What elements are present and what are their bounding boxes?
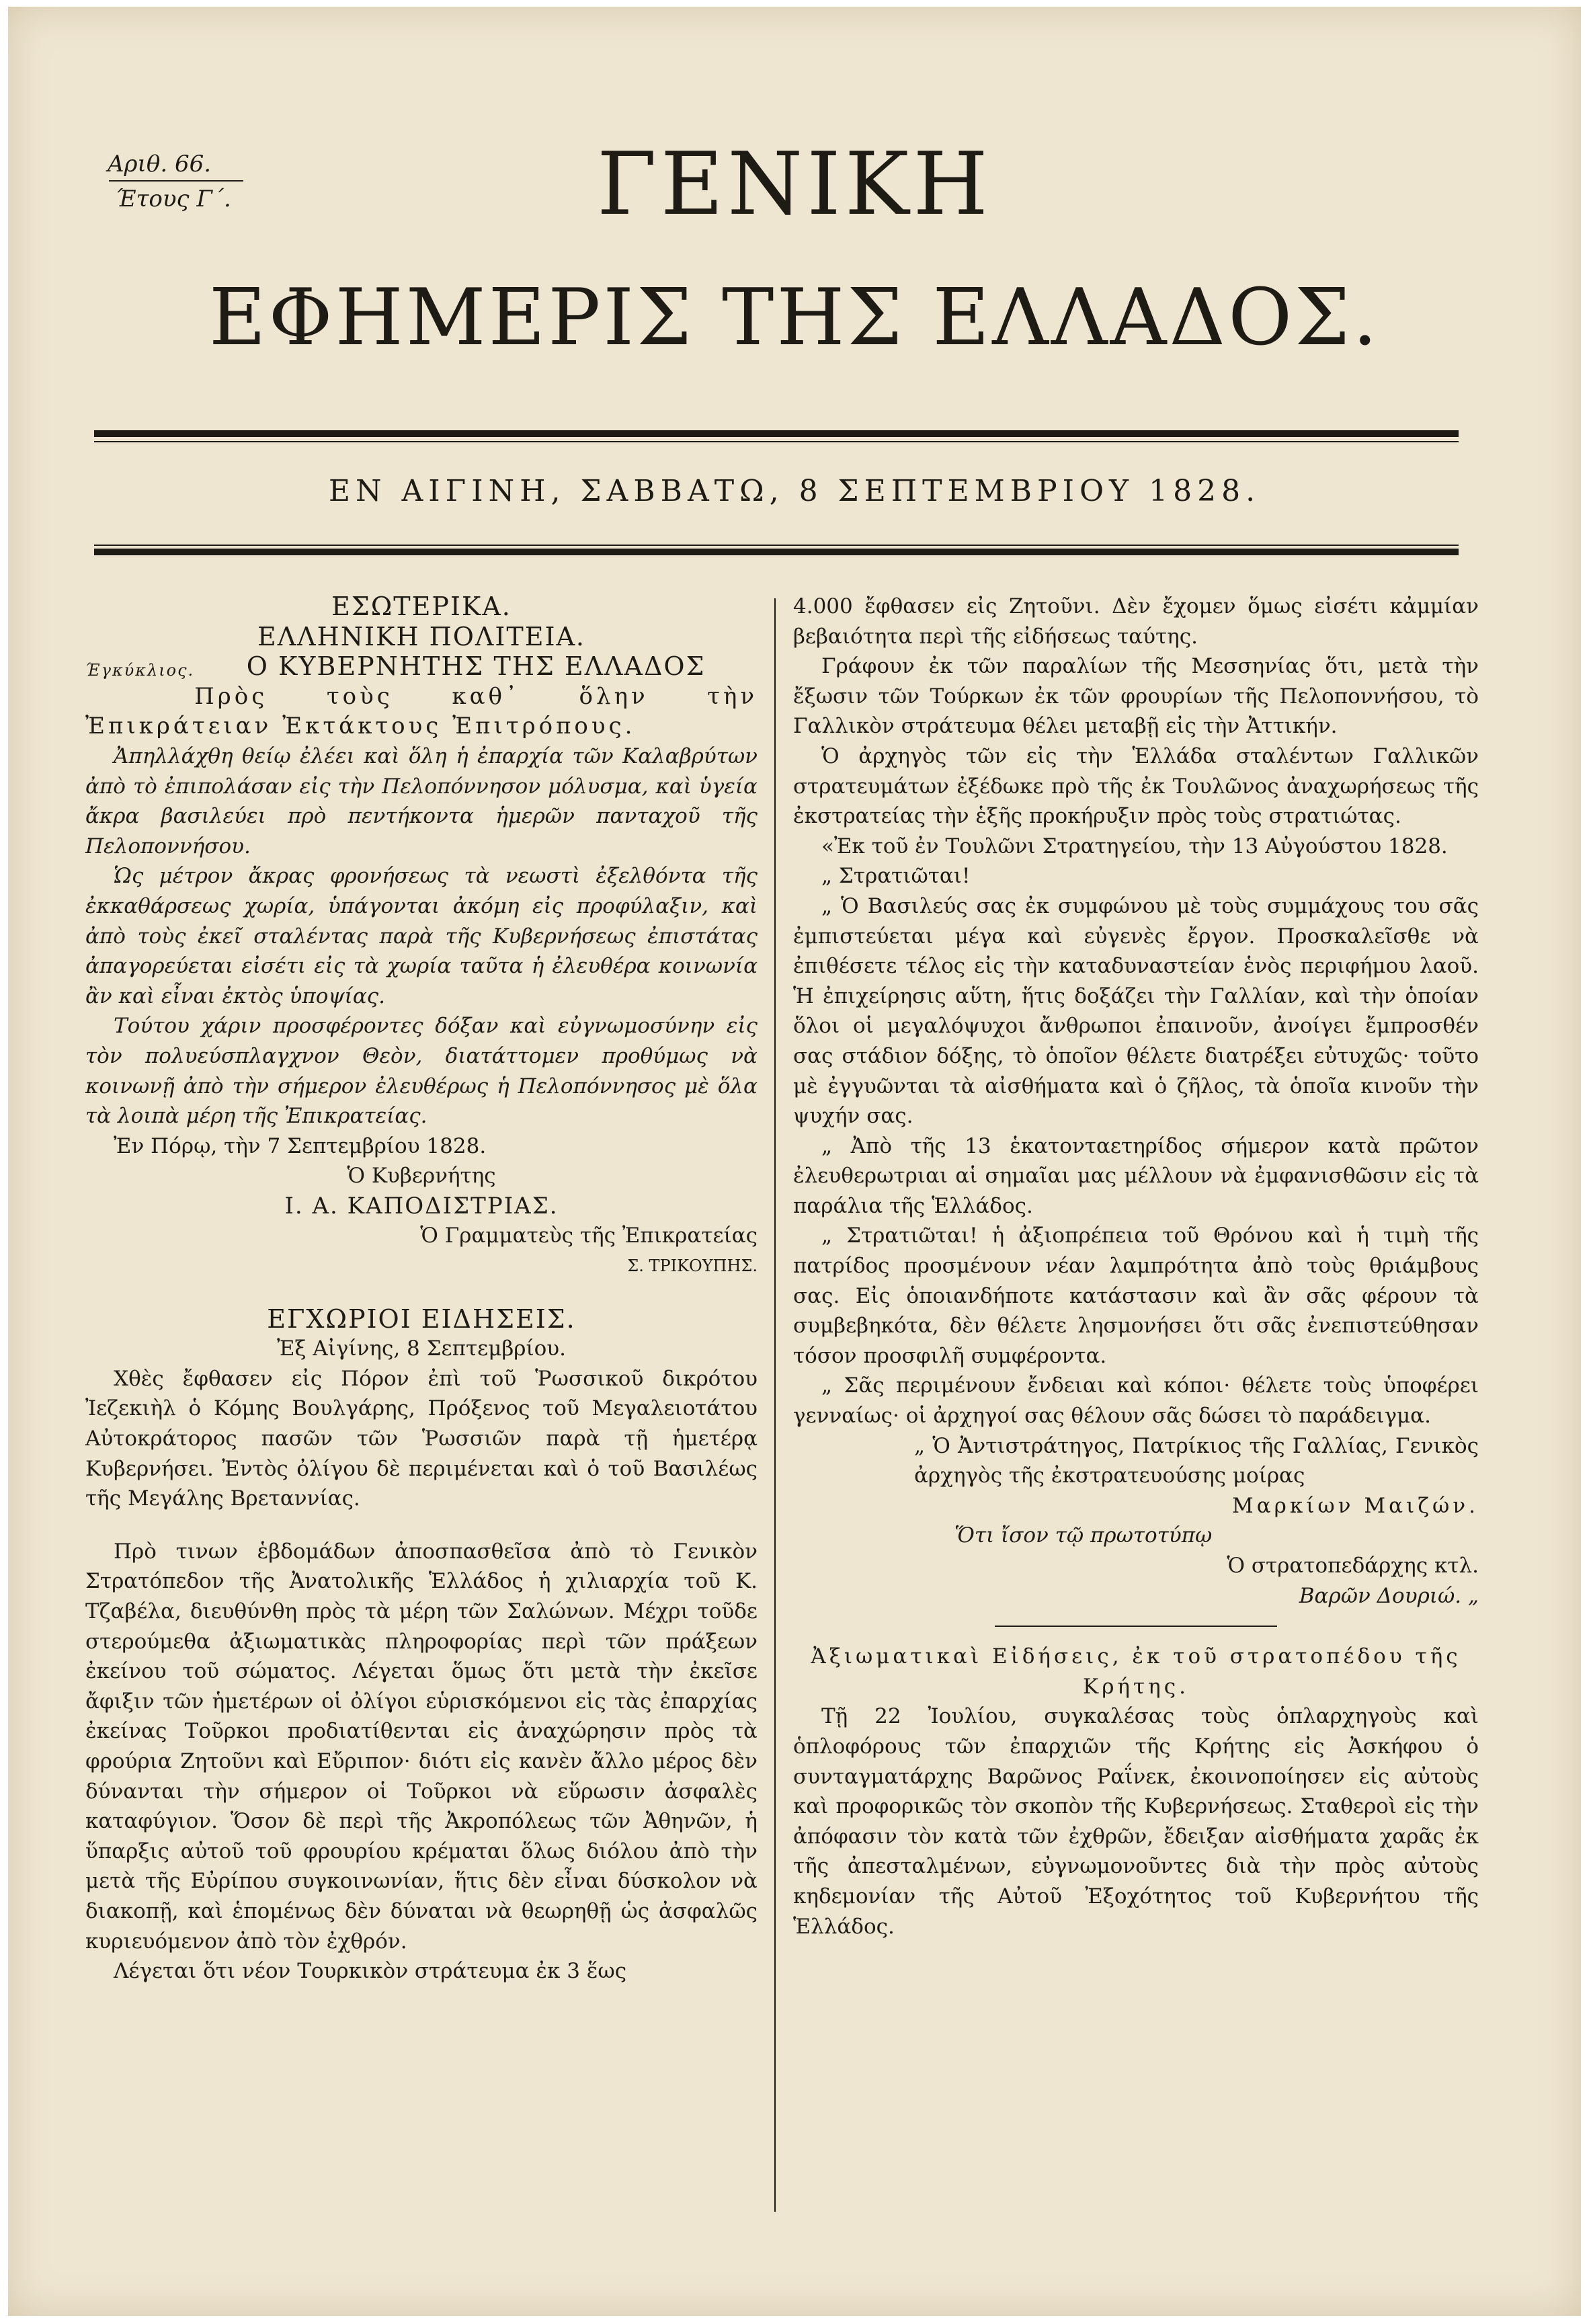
- paragraph: „ Σᾶς περιμένουν ἔνδειαι καὶ κόποι· θέλετε τοὺς ὑποφέρει γενναίως· οἱ ἀρχηγοί σας θέλουν σᾶς δώσει τὸ παράδειγμα.: [793, 1373, 1479, 1429]
- governor-heading-text: Ο ΚΥΒΕΡΝΗΤΗΣ ΤΗΣ ΕΛΛΑΔΟΣ: [246, 651, 706, 682]
- paragraph: „ Ὁ Βασιλεύς σας ἐκ συμφώνου μὲ τοὺς συμμάχους του σᾶς ἐμπιστεύεται μέγα καὶ εὐγενὲς ἔργον. Προσκαλεῖσθε νὰ ἐπιθέσετε τέλος εἰς τὴν καταδυναστείαν ἑνὸς περιφήμου λαοῦ. Ἡ ἐπιχείρησις αὕτη, ἥτις δοξάζει τὴν Γαλλίαν, καὶ τὴν ὁποίαν ὅλοι οἱ μεγαλόψυχοι ἄνθρωποι ἐπαινοῦν, ἀνοίγει ἔμπροσθέν σας στάδιον δόξης, τὸ ὁποῖον θέλετε διατρέξει εὐτυχῶς· τοῦτο μὲ ἐγγυῶνται τὰ αἰσθήματα καὶ ὁ ζῆλος, τὰ ὁποῖα κινοῦν τὴν ψυχήν σας.: [793, 893, 1479, 1129]
- secretary-name: Σ. ΤΡΙΚΟΥΠΗΣ.: [627, 1256, 758, 1276]
- secretary-line: Ὁ Γραμματεὺς τῆς Ἐπικρατείας: [420, 1224, 758, 1248]
- masthead-title-line1: ΓΕΝΙΚΗ: [596, 134, 993, 235]
- dateline-rule-thin: [94, 545, 1459, 546]
- governor-heading: [85, 651, 758, 682]
- paragraph: Ὁ ἀρχηγὸς τῶν εἰς τὴν Ἑλλάδα σταλέντων Γαλλικῶν στρατευμάτων ἐξέδωκε πρὸ τῆς ἐκ Τουλῶνος ἀναχωρήσεως τῆς ἐκστρατείας τὴν ἑξῆς προκήρυξιν πρὸς τοὺς στρατιώτας.: [793, 744, 1479, 829]
- spacer: [85, 1281, 758, 1304]
- paragraph: Ἀπηλλάχθη θείῳ ἐλέει καὶ ὅλη ἡ ἐπαρχία τῶν Καλαβρύτων ἀπὸ τὸ ἐπιπολάσαν εἰς τὴν Πελοπόννησον μόλυσμα, καὶ ὑγεία ἄκρα βασιλεύει πρὸ πεντήκοντα ἡμερῶν πανταχοῦ τῆς Πελοποννήσου.: [85, 744, 758, 858]
- right-column: [793, 592, 1479, 1941]
- dateline: ΕΝ ΑΙΓΙΝΗ, ΣΑΒΒΑΤΩ, 8 ΣΕΠΤΕΜΒΡΙΟΥ 1828.: [328, 474, 1261, 508]
- paragraph: Λέγεται ὅτι νέον Τουρκικὸν στράτευμα ἐκ 3 ἕως: [114, 1959, 627, 1984]
- paragraph: Χθὲς ἔφθασεν εἰς Πόρον ἐπὶ τοῦ Ῥωσσικοῦ δικρότου Ἰεζεκιὴλ ὁ Κόμης Βουλγάρης, Πρόξενος τοῦ Μεγαλειοτάτου Αὐτοκράτορος πασῶν τῶν Ῥωσσιῶν παρὰ τῇ ἡμετέρᾳ Κυβερνήσει. Ἐντὸς ὀλίγου δὲ περιμένεται καὶ ὁ τοῦ Βασιλέως τῆς Μεγάλης Βρεταννίας.: [85, 1366, 758, 1511]
- proclamation-salute: „ Στρατιῶται!: [821, 864, 971, 889]
- copy-attestation-title: Ὁ στρατοπεδάρχης κτλ.: [1227, 1554, 1479, 1578]
- issue-year: Έτους Γ΄.: [116, 186, 231, 212]
- copy-attestation: Ὅτι ἴσον τῷ πρωτοτύπῳ: [954, 1523, 1213, 1548]
- masthead-rule-thin: [94, 441, 1459, 442]
- signature-title: Ὁ Κυβερνήτης: [347, 1164, 496, 1189]
- paragraph: Πρὸ τινων ἑβδομάδων ἀποσπασθεῖσα ἀπὸ τὸ Γενικὸν Στρατόπεδον τῆς Ἀνατολικῆς Ἑλλάδος ἡ χιλιαρχία τοῦ Κ. Τζαβέλα, διευθύνθη πρὸς τὰ μέρη τῶν Σαλώνων. Μέχρι τοῦδε στερούμεθα ἀξιωματικὰς πληροφορίας περὶ τῶν πράξεων ἐκείνου τοῦ σώματος. Λέγεται ὅμως ὅτι μετὰ τὴν ἐκεῖσε ἄφιξιν τῶν ἡμετέρων οἱ ὀλίγοι εὑρισκόμενοι εἰς τὰς ἐπαρχίας ἐκείνας Τοῦρκοι προδιατίθενται εἰς ἀναχώρησιν πρὸς τὰ φρούρια Ζητοῦνι καὶ Εὔριπον· διότι εἰς κανὲν ἄλλο μέρος δὲν δύνανται τὴν σήμερον οἱ Τοῦρκοι νὰ εὕρωσιν ἀσφαλὲς καταφύγιον. Ὅσον δὲ περὶ τῆς Ἀκροπόλεως τῶν Ἀθηνῶν, ἡ ὕπαρξις αὐτοῦ τοῦ φρουρίου κρέμαται ὅλως διόλου ἀπὸ τὴν μετὰ τῆς Εὐρίπου συγκοινωνίαν, ἥτις δὲν εἶναι δύσκολον νὰ διακοπῇ, καὶ ἑπομένως δὲν δύναται νὰ θεωρηθῇ ὡς ἀσφαλῶς κυριευόμενον ἀπὸ τὸν ἐχθρόν.: [85, 1539, 758, 1954]
- issue-number: Αριθ. 66.: [108, 151, 212, 177]
- paragraph: Γράφουν ἐκ τῶν παραλίων τῆς Μεσσηνίας ὅτι, μετὰ τὴν ἔξωσιν τῶν Τούρκων ἐκ τῶν φρουρίων τῆς Πελοποννήσου, τὸ Γαλλικὸν στράτευμα θέλει μεταβῇ εἰς τὴν Ἀττικήν.: [793, 654, 1479, 739]
- crete-heading: Ἀξιωματικαὶ Εἰδήσεις, ἐκ τοῦ στρατοπέδου τῆς Κρήτης.: [811, 1644, 1461, 1699]
- proclamation-signature: „ Ὁ Ἀντιστράτηγος, Πατρίκιος τῆς Γαλλίας, Γενικὸς ἀρχηγὸς τῆς ἐκστρατευούσης μοίρας: [914, 1433, 1479, 1488]
- dateline-rule-thick: [94, 549, 1459, 555]
- paragraph: „ Στρατιῶται! ἡ ἀξιοπρέπεια τοῦ Θρόνου καὶ ἡ τιμὴ τῆς πατρίδος προσμένουν νέαν λαμπρότητα ἀπὸ τοὺς θριάμβους σας. Εἰς ὁποιανδήποτε κατάστασιν καὶ ἂν σᾶς φέρουν τὰ συμβεβηκότα, δὲν θέλετε λησμονήσει ὅτι σᾶς ἐνεπιστεύθησαν τόσον προσφιλῆ συμφέροντα.: [793, 1224, 1479, 1368]
- newspaper-page: [8, 7, 1581, 2316]
- news-dateline: Ἐξ Αἰγίνης, 8 Σεπτεμβρίου.: [276, 1336, 567, 1361]
- left-column: [85, 592, 758, 1987]
- column-divider: [774, 598, 776, 2212]
- section-heading: ΕΣΩΤΕΡΙΚΑ.: [331, 592, 512, 621]
- subheading: ΕΛΛΗΝΙΚΗ ΠΟΛΙΤΕΙΑ.: [257, 621, 585, 651]
- place-date: Ἐν Πόρῳ, τὴν 7 Σεπτεμβρίου 1828.: [114, 1133, 487, 1158]
- paragraph: 4.000 ἔφθασεν εἰς Ζητοῦνι. Δὲν ἔχομεν ὅμως εἰσέτι κἀμμίαν βεβαιότητα περὶ τῆς εἰδήσεως ταύτης.: [793, 594, 1479, 649]
- news-heading: ΕΓΧΩΡΙΟΙ ΕΙΔΗΣΕΙΣ.: [267, 1304, 576, 1334]
- proclamation-dateline: «Ἐκ τοῦ ἐν Τουλῶνι Στρατηγείου, τὴν 13 Αὐγούστου 1828.: [821, 834, 1448, 858]
- copy-attestation-name: Βαρῶν Δουριώ. „: [1299, 1583, 1479, 1608]
- proclamation-signature-name: Μαρκίων Μαιζών.: [1231, 1493, 1479, 1518]
- spacer: [85, 1514, 758, 1537]
- masthead-rule-thick: [94, 430, 1459, 437]
- section-separator: [995, 1626, 1277, 1627]
- paragraph: „ Ἀπὸ τῆς 13 ἑκατονταετηρίδος σήμερον κατὰ πρῶτον ἐλευθερωτριαι αἱ σημαῖαι μας μέλλουν νὰ ἐμφανισθῶσιν εἰς τὰ παράλια τῆς Ἑλλάδος.: [793, 1133, 1479, 1218]
- masthead-title-line2: ΕΦΗΜΕΡΙΣ ΤΗΣ ΕΛΛΑΔΟΣ.: [208, 272, 1381, 363]
- signature-name: Ι. Α. ΚΑΠΟΔΙΣΤΡΙΑΣ.: [284, 1192, 559, 1219]
- paragraph: Τούτου χάριν προσφέροντες δόξαν καὶ εὐγνωμοσύνην εἰς τὸν πολυεύσπλαγχνον Θεὸν, διατάττομεν προθύμως νὰ κοινωνῇ ἀπὸ τὴν σήμερον ἐλευθέρως ἡ Πελοπόννησος μὲ ὅλα τὰ λοιπὰ μέρη τῆς Ἐπικρατείας.: [85, 1014, 758, 1129]
- encyclical-margin-note: Έγκύκλιος.: [85, 661, 195, 680]
- address-line: Πρὸς τοὺς καθ᾽ ὅλην τὴν Ἐπικράτειαν Ἐκτάκτους Ἐπιτρόπους.: [85, 682, 758, 740]
- paragraph: Τῇ 22 Ἰουλίου, συγκαλέσας τοὺς ὁπλαρχηγοὺς καὶ ὁπλοφόρους τῶν ἐπαρχιῶν τῆς Κρήτης εἰς Ἀσκήφου ὁ συνταγματάρχης Βαρῶνος Ραΐνεκ, ἐκοινοποίησεν εἰς αὐτοὺς καὶ προφορικῶς τὸν σκοπὸν τῆς Κυβερνήσεως. Σταθεροὶ εἰς τὴν ἀπόφασιν τὸν κατὰ τῶν ἐχθρῶν, ἔδειξαν αἰσθήματα χαρᾶς ἐκ τῆς ἀπεσταλμένων, εὐγνωμονοῦντες διὰ τὴν πρὸς αὐτοὺς κηδεμονίαν τῆς Αὐτοῦ Ἐξοχότητος τοῦ Κυβερνήτου τῆς Ἑλλάδος.: [793, 1704, 1479, 1939]
- paragraph: Ὡς μέτρον ἄκρας φρονήσεως τὰ νεωστὶ ἐξελθόντα τῆς ἐκκαθάρσεως χωρία, ὑπάγονται ἀκόμη εἰς προφύλαξιν, καὶ ἀπὸ τοὺς ἐκεῖ σταλέντας παρὰ τῆς Κυβερνήσεως ἐπιστάτας ἀπαγορεύεται εἰσέτι εἰς τὰ χωρία ταῦτα ἡ ἐλευθέρα κοινωνία ἂν καὶ εἶναι ἐκτὸς ὑποψίας.: [85, 864, 758, 1008]
